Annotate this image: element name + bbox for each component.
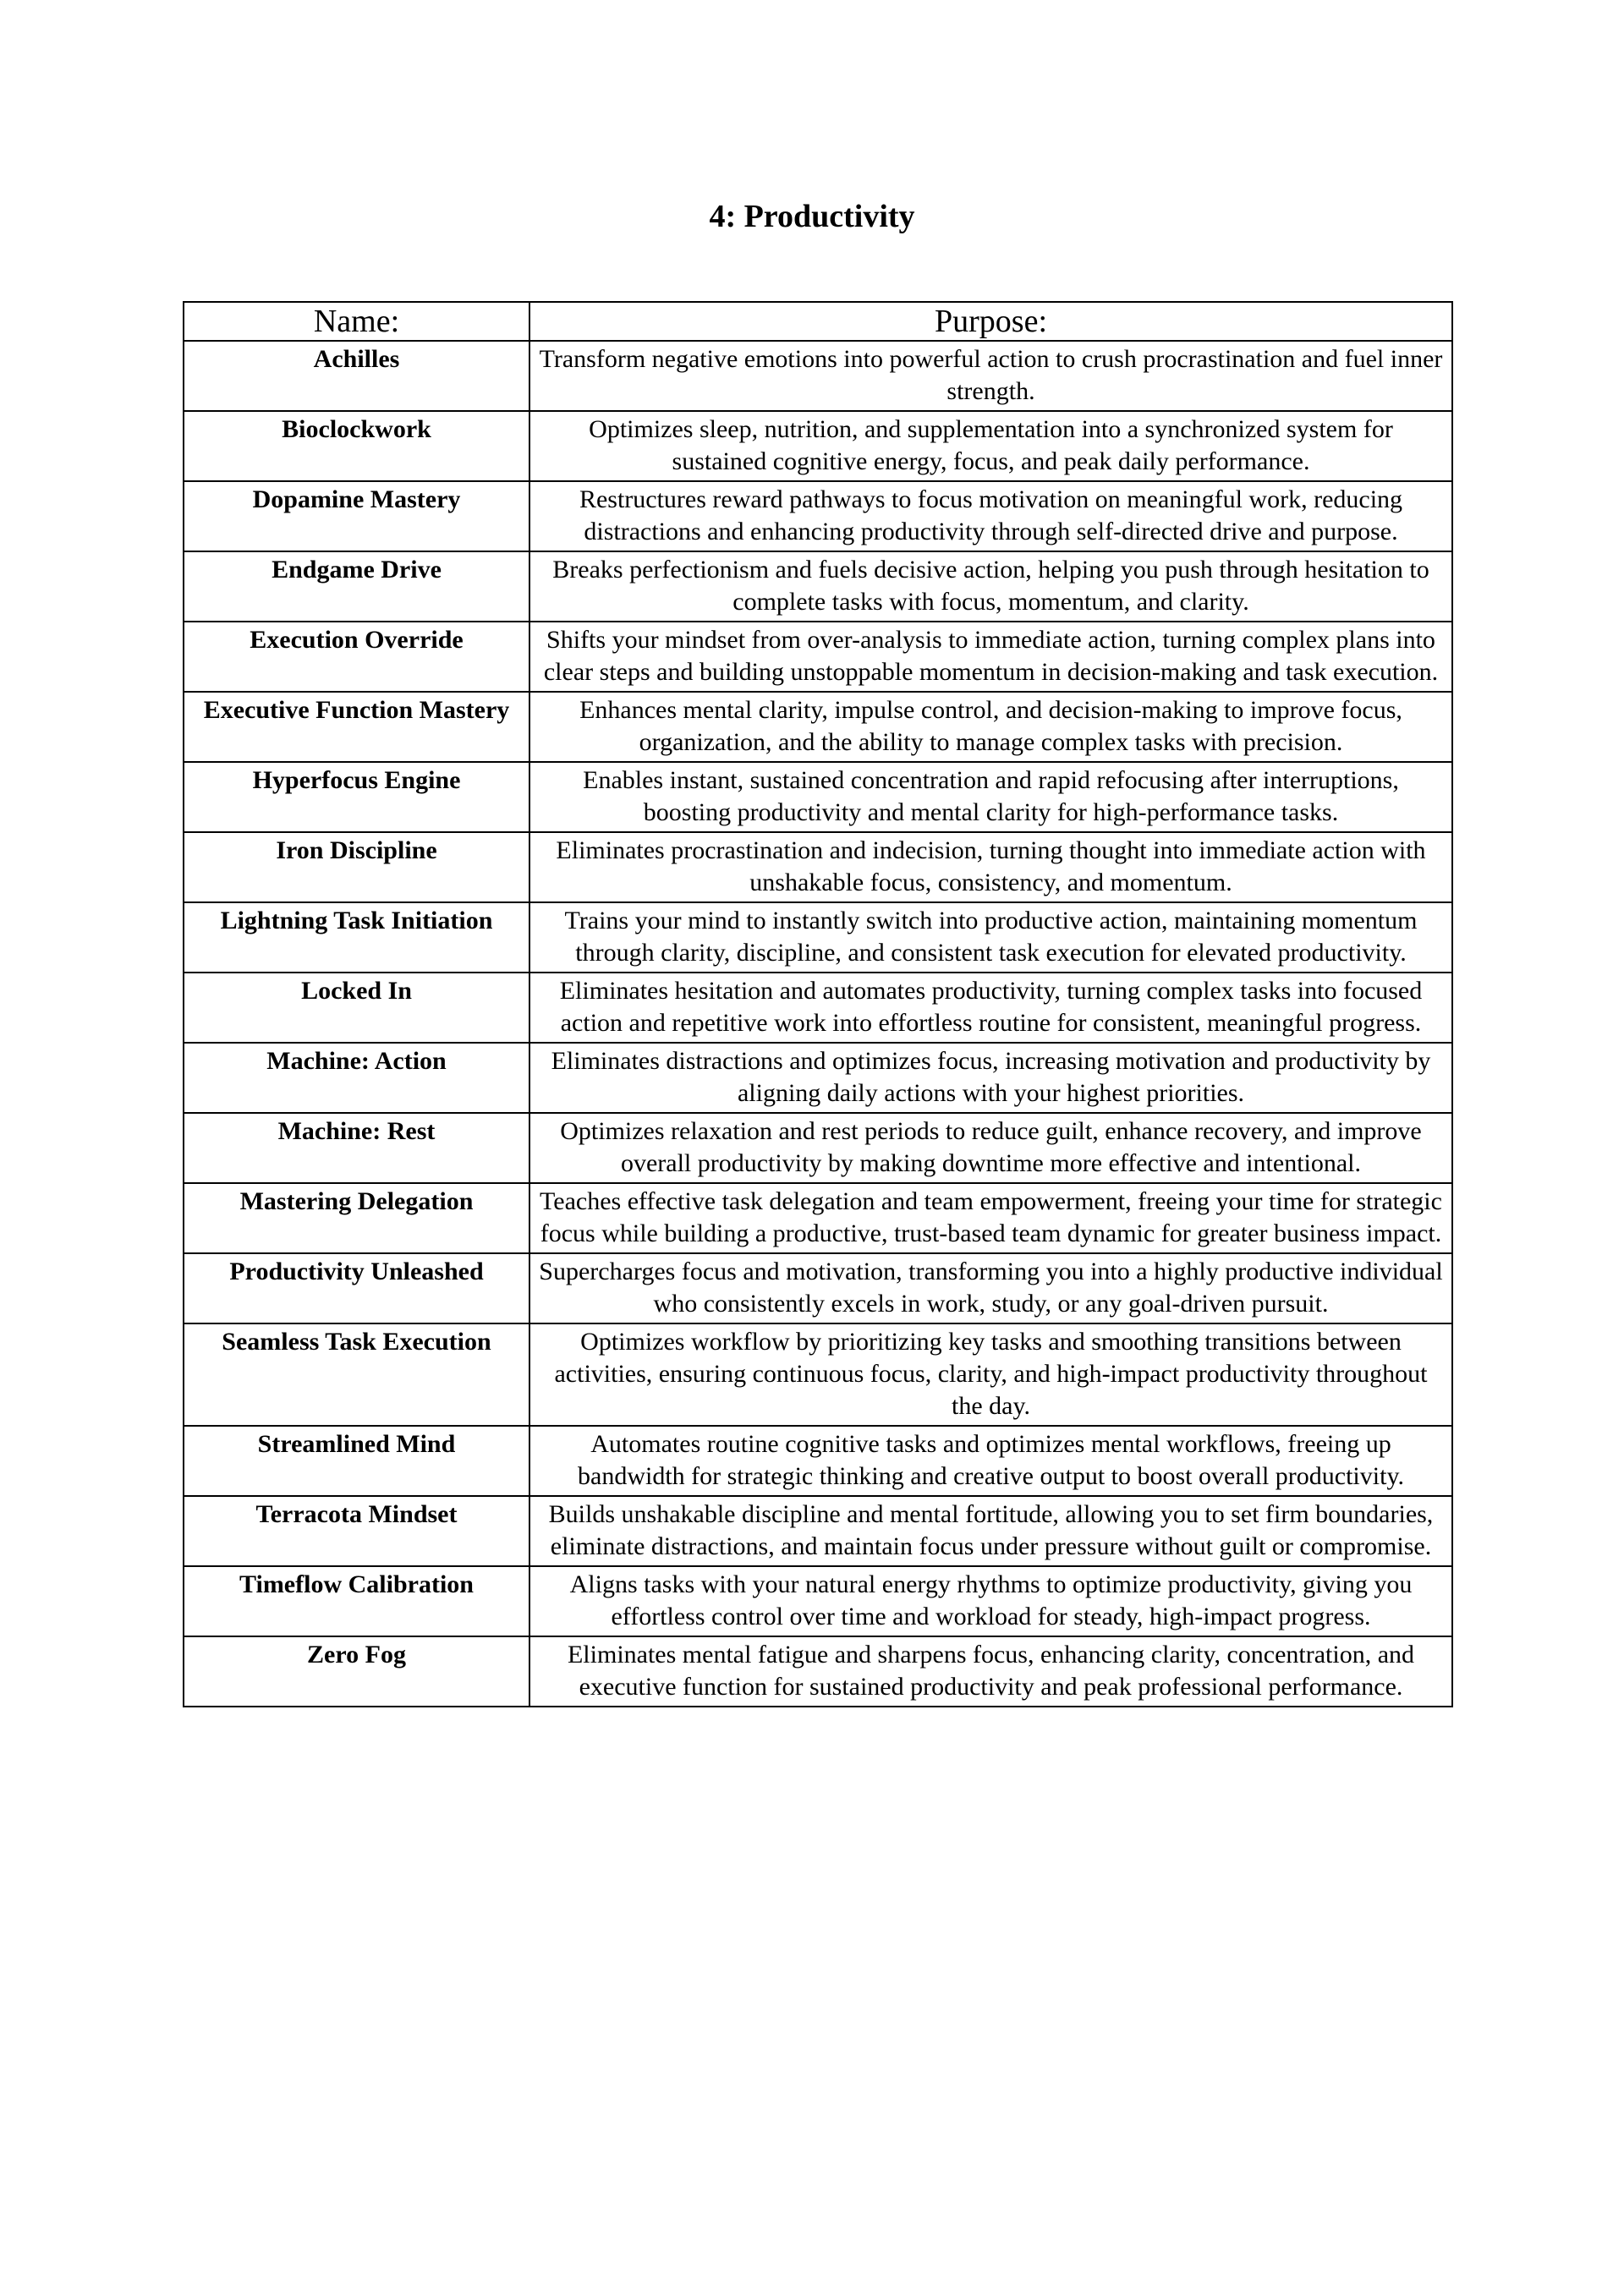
row-purpose-cell: Optimizes relaxation and rest periods to reduce guilt, enhance recovery, and improve overall productivity by making downtime more effective and intentional. <box>529 1113 1452 1183</box>
row-purpose-cell: Teaches effective task delegation and team empowerment, freeing your time for strategic focus while building a productive, trust-based team dynamic for greater business impact. <box>529 1183 1452 1253</box>
row-name-cell: Mastering Delegation <box>184 1183 529 1253</box>
row-name-cell: Machine: Action <box>184 1043 529 1113</box>
table-row <box>184 1566 1452 1636</box>
row-name-cell: Locked In <box>184 973 529 1043</box>
row-purpose-cell: Automates routine cognitive tasks and optimizes mental workflows, freeing up bandwidth for strategic thinking and creative output to boost overall productivity. <box>529 1426 1452 1496</box>
row-name-cell: Hyperfocus Engine <box>184 762 529 832</box>
row-name-cell: Iron Discipline <box>184 832 529 902</box>
row-name-cell: Achilles <box>184 341 529 411</box>
table-row <box>184 1636 1452 1707</box>
table-row <box>184 411 1452 481</box>
row-purpose-cell: Eliminates procrastination and indecision, turning thought into immediate action with unshakable focus, consistency, and momentum. <box>529 832 1452 902</box>
productivity-table <box>183 301 1453 1707</box>
table-row <box>184 1426 1452 1496</box>
table-row <box>184 973 1452 1043</box>
row-name-cell: Timeflow Calibration <box>184 1566 529 1636</box>
column-header-purpose: Purpose: <box>529 302 1452 341</box>
table-row <box>184 622 1452 692</box>
table-row <box>184 832 1452 902</box>
table-row <box>184 551 1452 622</box>
table-row <box>184 341 1452 411</box>
row-purpose-cell: Optimizes sleep, nutrition, and supplementation into a synchronized system for sustained cognitive energy, focus, and peak daily performance. <box>529 411 1452 481</box>
row-purpose-cell: Eliminates hesitation and automates productivity, turning complex tasks into focused action and repetitive work into effortless routine for consistent, meaningful progress. <box>529 973 1452 1043</box>
row-purpose-cell: Builds unshakable discipline and mental fortitude, allowing you to set firm boundaries, eliminate distractions, and maintain focus under pressure without guilt or compromise. <box>529 1496 1452 1566</box>
table-row <box>184 481 1452 551</box>
row-purpose-cell: Enhances mental clarity, impulse control, and decision-making to improve focus, organization, and the ability to manage complex tasks with precision. <box>529 692 1452 762</box>
row-purpose-cell: Transform negative emotions into powerful action to crush procrastination and fuel inner strength. <box>529 341 1452 411</box>
row-purpose-cell: Eliminates distractions and optimizes focus, increasing motivation and productivity by aligning daily actions with your highest priorities. <box>529 1043 1452 1113</box>
row-purpose-cell: Supercharges focus and motivation, transforming you into a highly productive individual who consistently excels in work, study, or any goal-driven pursuit. <box>529 1253 1452 1323</box>
row-name-cell: Machine: Rest <box>184 1113 529 1183</box>
row-purpose-cell: Optimizes workflow by prioritizing key tasks and smoothing transitions between activities, ensuring continuous focus, clarity, and high-impact productivity throughout the day. <box>529 1323 1452 1426</box>
row-name-cell: Productivity Unleashed <box>184 1253 529 1323</box>
row-purpose-cell: Enables instant, sustained concentration and rapid refocusing after interruptions, boosting productivity and mental clarity for high-performance tasks. <box>529 762 1452 832</box>
table-row <box>184 1496 1452 1566</box>
row-name-cell: Seamless Task Execution <box>184 1323 529 1426</box>
table-row <box>184 1043 1452 1113</box>
row-purpose-cell: Eliminates mental fatigue and sharpens focus, enhancing clarity, concentration, and executive function for sustained productivity and peak professional performance. <box>529 1636 1452 1707</box>
page-title: 4: Productivity <box>709 199 915 234</box>
row-name-cell: Bioclockwork <box>184 411 529 481</box>
row-name-cell: Endgame Drive <box>184 551 529 622</box>
table-row <box>184 692 1452 762</box>
row-name-cell: Execution Override <box>184 622 529 692</box>
table-row <box>184 1253 1452 1323</box>
row-name-cell: Zero Fog <box>184 1636 529 1707</box>
row-name-cell: Streamlined Mind <box>184 1426 529 1496</box>
row-name-cell: Lightning Task Initiation <box>184 902 529 973</box>
table-header-row <box>184 302 1452 341</box>
table-body <box>184 341 1452 1707</box>
table-row <box>184 902 1452 973</box>
row-purpose-cell: Trains your mind to instantly switch into productive action, maintaining momentum through clarity, discipline, and consistent task execution for elevated productivity. <box>529 902 1452 973</box>
row-purpose-cell: Breaks perfectionism and fuels decisive action, helping you push through hesitation to complete tasks with focus, momentum, and clarity. <box>529 551 1452 622</box>
row-name-cell: Dopamine Mastery <box>184 481 529 551</box>
column-header-name: Name: <box>184 302 529 341</box>
row-name-cell: Terracota Mindset <box>184 1496 529 1566</box>
table-row <box>184 1183 1452 1253</box>
table-row <box>184 1323 1452 1426</box>
row-purpose-cell: Aligns tasks with your natural energy rhythms to optimize productivity, giving you effortless control over time and workload for steady, high-impact progress. <box>529 1566 1452 1636</box>
row-name-cell: Executive Function Mastery <box>184 692 529 762</box>
row-purpose-cell: Restructures reward pathways to focus motivation on meaningful work, reducing distractions and enhancing productivity through self-directed drive and purpose. <box>529 481 1452 551</box>
row-purpose-cell: Shifts your mindset from over-analysis to immediate action, turning complex plans into clear steps and building unstoppable momentum in decision-making and task execution. <box>529 622 1452 692</box>
table-row <box>184 762 1452 832</box>
table-row <box>184 1113 1452 1183</box>
